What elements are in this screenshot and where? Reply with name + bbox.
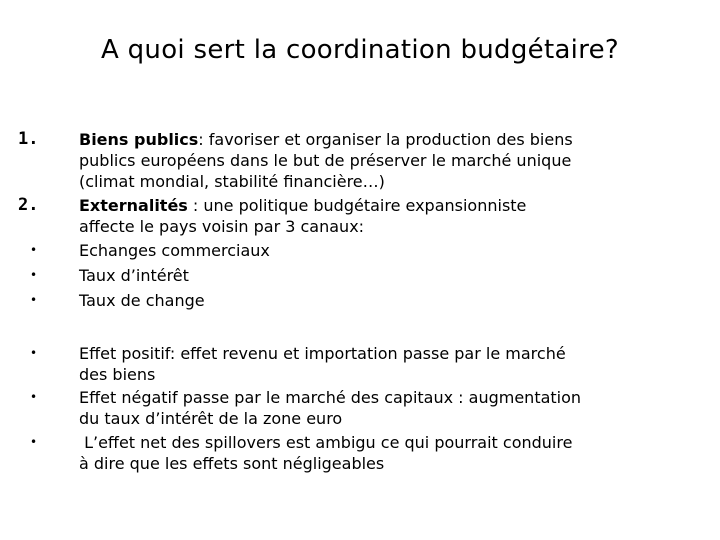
item-text: publics européens dans le but de préserver le marché unique [79, 151, 572, 170]
effect-text: L’effet net des spillovers est ambigu ce qui pourrait conduire [79, 433, 573, 452]
bullet-icon: • [30, 390, 38, 404]
bullet-icon: • [30, 435, 38, 449]
item-label: Biens publics [79, 130, 199, 149]
effect-text: des biens [79, 365, 156, 384]
bullet-icon: • [30, 243, 38, 257]
effect-text: Effet négatif passe par le marché des capitaux : augmentation [79, 388, 582, 407]
bullet-icon: • [30, 293, 38, 307]
effect-text: du taux d’intérêt de la zone euro [79, 409, 343, 428]
bullet-icon: • [30, 268, 38, 282]
item-text: : une politique budgétaire expansionniste [187, 196, 527, 215]
item-text: (climat mondial, stabilité financière…) [79, 172, 385, 191]
slide-title: A quoi sert la coordination budgétaire? [100, 35, 620, 65]
channel-text: Taux d’intérêt [79, 266, 189, 285]
effect-text: Effet positif: effet revenu et importation passe par le marché [79, 344, 566, 363]
effect-text: à dire que les effets sont négligeables [79, 454, 385, 473]
item-number: 2. [18, 195, 39, 215]
item-text: : favoriser et organiser la production des biens [198, 130, 573, 149]
item-number: 1. [18, 129, 39, 149]
item-text: affecte le pays voisin par 3 canaux: [79, 217, 365, 236]
channel-text: Taux de change [79, 291, 205, 310]
item-label: Externalités [79, 196, 188, 215]
channel-text: Echanges commerciaux [79, 241, 270, 260]
bullet-icon: • [30, 346, 38, 360]
